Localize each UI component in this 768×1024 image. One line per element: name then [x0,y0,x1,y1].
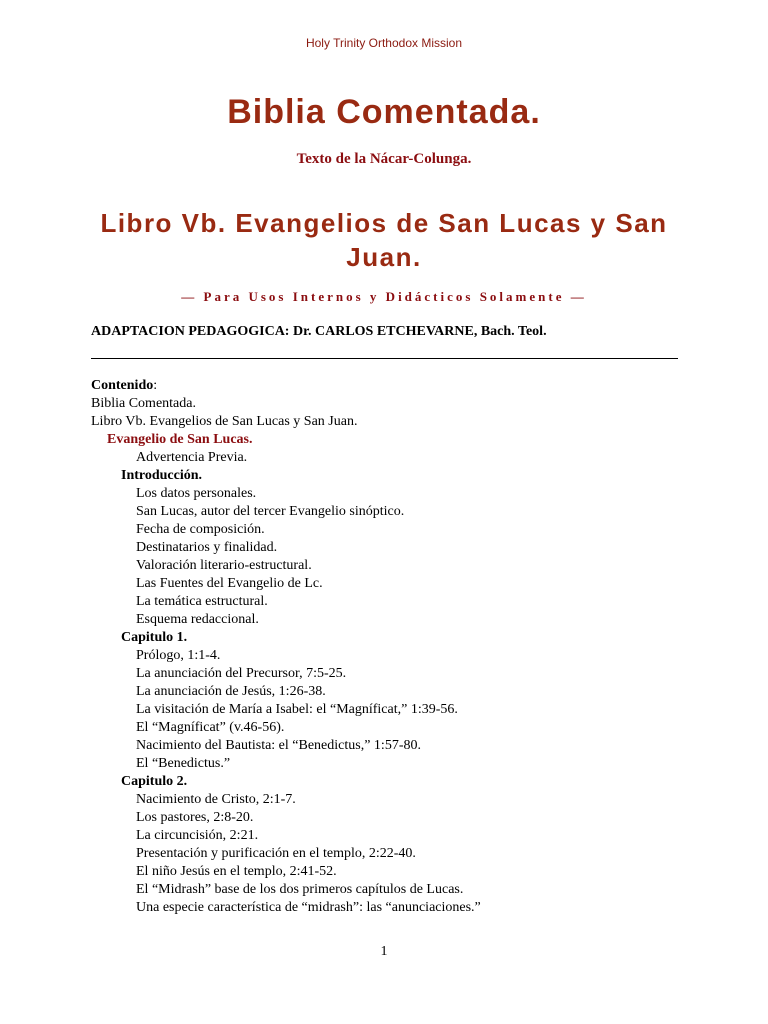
toc-entry[interactable]: Prólogo, 1:1-4. [136,648,221,663]
toc-entry-gospel-lucas[interactable]: Evangelio de San Lucas. [107,432,253,447]
toc-entry[interactable]: Destinatarios y finalidad. [136,540,278,555]
toc-entry[interactable]: Esquema redaccional. [136,612,259,627]
mission-header: Holy Trinity Orthodox Mission [305,36,463,50]
toc-entry[interactable]: Libro Vb. Evangelios de San Lucas y San Juan. [91,414,358,429]
toc-entry[interactable]: El “Magníficat” (v.46-56). [136,720,285,735]
toc-entry[interactable]: La anunciación de Jesús, 1:26-38. [136,684,326,699]
toc-entry[interactable]: Fecha de composición. [136,522,265,537]
usage-note: — Para Usos Internos y Didácticos Solamente — [181,289,587,304]
adaptation-credit: ADAPTACION PEDAGOGICA: Dr. CARLOS ETCHEVARNE, Bach. Teol. [91,324,547,339]
document-subtitle: Texto de la Nácar-Colunga. [296,151,472,167]
toc-entry[interactable]: La anunciación del Precursor, 7:5-25. [136,666,347,681]
toc-entry[interactable]: La circuncisión, 2:21. [136,828,259,843]
toc-entry-capitulo-2[interactable]: Capitulo 2. [121,774,188,789]
book-title: Libro Vb. Evangelios de San Lucas y San Juan. [100,208,668,272]
toc-entry[interactable]: La temática estructural. [136,594,268,609]
toc-entry[interactable]: Valoración literario-estructural. [136,558,312,573]
toc-entry[interactable]: San Lucas, autor del tercer Evangelio sinóptico. [136,504,405,519]
toc-entry[interactable]: Presentación y purificación en el templo, 2:22-40. [136,846,416,861]
toc-entry[interactable]: Los datos personales. [136,486,257,501]
toc-entry[interactable]: El niño Jesús en el templo, 2:41-52. [136,864,337,879]
toc-entry[interactable]: Las Fuentes del Evangelio de Lc. [136,576,323,591]
document-title: Biblia Comentada. [227,93,541,131]
toc-entry-introduccion[interactable]: Introducción. [121,468,203,483]
toc-entry[interactable]: Advertencia Previa. [136,450,248,465]
toc-entry-capitulo-1[interactable]: Capitulo 1. [121,630,188,645]
toc-entry[interactable]: El “Benedictus.” [136,756,231,771]
toc-entry[interactable]: Nacimiento del Bautista: el “Benedictus,” 1:57-80. [136,738,421,753]
toc-entry[interactable]: La visitación de María a Isabel: el “Magníficat,” 1:39-56. [136,702,458,717]
toc-entry[interactable]: Nacimiento de Cristo, 2:1-7. [136,792,296,807]
toc-heading: Contenido: [91,378,158,393]
toc-entry[interactable]: Una especie característica de “midrash”: las “anunciaciones.” [136,900,481,915]
toc-entry[interactable]: El “Midrash” base de los dos primeros capítulos de Lucas. [136,882,464,897]
toc-entry[interactable]: Los pastores, 2:8-20. [136,810,254,825]
page-number: 1 [380,944,388,959]
toc-entry[interactable]: Biblia Comentada. [91,396,196,411]
horizontal-rule [91,358,678,359]
